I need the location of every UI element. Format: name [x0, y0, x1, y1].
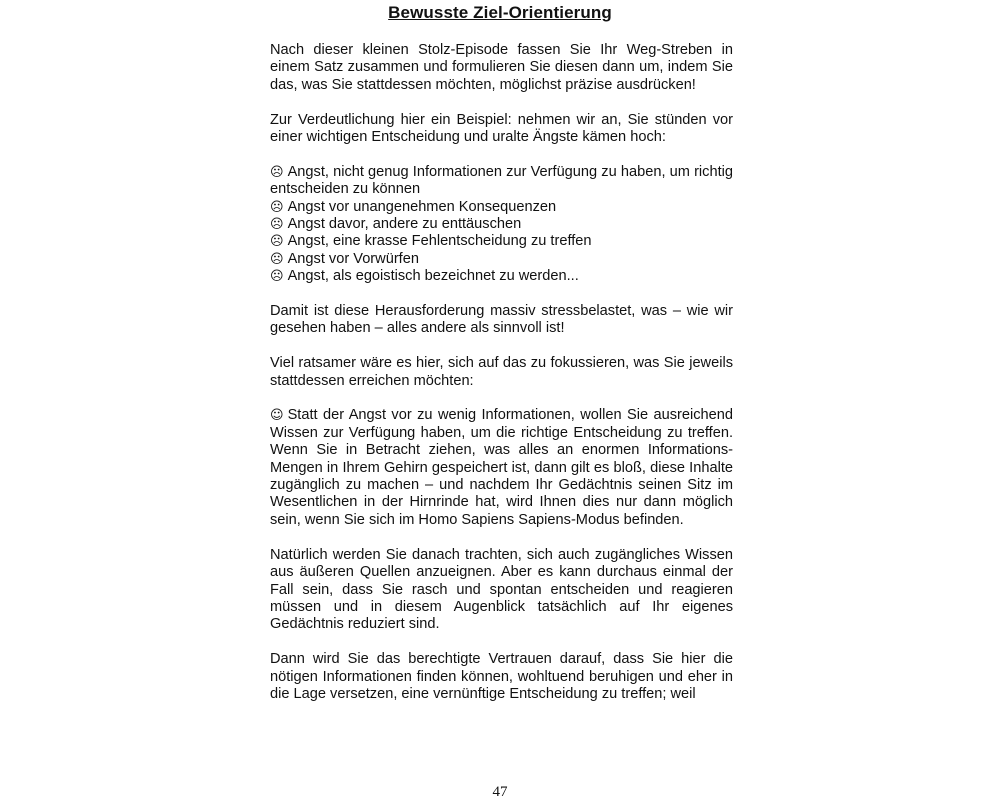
body-text: [270, 42, 733, 721]
list-item-text: Angst, als egoistisch bezeichnet zu werden...: [287, 268, 579, 285]
list-item: [270, 268, 733, 285]
paragraph-trust: Dann wird Sie das berechtigte Vertrauen darauf, dass Sie hier die nötigen Informationen finden können, wohltuend beruhigen und eher in die Lage versetzen, eine vernünftige Entscheidung zu treffen; weil: [270, 651, 733, 702]
sad-face-icon: ☹: [270, 217, 284, 233]
list-item: [270, 164, 733, 199]
list-item: [270, 199, 733, 216]
paragraph-intro: Nach dieser kleinen Stolz-Episode fassen Sie Ihr Weg-Streben in einem Satz zusammen und formulieren Sie diesen dann um, indem Sie das, was Sie stattdessen möchten, möglichst präzise ausdrücken!: [270, 42, 733, 93]
list-item-text: Angst, nicht genug Informationen zur Verfügung zu haben, um richtig entscheiden zu können: [270, 163, 733, 198]
list-item-text: Angst davor, andere zu enttäuschen: [287, 216, 522, 233]
paragraph-stress: Damit ist diese Herausforderung massiv stressbelastet, was – wie wir gesehen haben – alles andere als sinnvoll ist!: [270, 303, 733, 337]
list-item-text: Angst vor unangenehmen Konsequenzen: [287, 198, 557, 215]
sad-face-icon: ☹: [270, 164, 284, 180]
paragraph-focus: Viel ratsamer wäre es hier, sich auf das zu fokussieren, was Sie jeweils stattdessen erreichen möchten:: [270, 355, 733, 389]
paragraph-knowledge-text: Statt der Angst vor zu wenig Informationen, wollen Sie ausreichend Wissen zur Verfügung haben, um die richtige Entscheidung zu treffen. Wenn Sie in Betracht ziehen, was alles an enormen Informations-Mengen in Ihrem Gehirn gespeichert ist, dann gilt es bloß, diese Inhalte zugänglich zu machen – und nachdem Ihr Gedächtnis seinen Sitz im Wesentlichen in der Hirnrinde hat, wird Ihnen dies nur dann möglich sein, wenn Sie sich im Homo Sapiens Sapiens-Modus befinden.: [270, 407, 733, 528]
paragraph-example: Zur Verdeutlichung hier ein Beispiel: nehmen wir an, Sie stünden vor einer wichtigen Entscheidung und uralte Ängste kämen hoch:: [270, 111, 733, 146]
paragraph-sources: Natürlich werden Sie danach trachten, sich auch zugängliches Wissen aus äußeren Quellen anzueignen. Aber es kann durchaus einmal der Fall sein, dass Sie rasch und spontan entscheiden und reagieren müssen und in diesem Augenblick tatsächlich auf Ihr eigenes Gedächtnis reduziert sind.: [270, 546, 733, 633]
smiley-face-icon: ☺: [270, 408, 284, 424]
list-item: [270, 233, 733, 250]
fear-list: [270, 164, 733, 286]
page-number: 47: [492, 784, 508, 800]
paragraph-knowledge: [270, 407, 733, 529]
sad-face-icon: ☹: [270, 251, 284, 267]
page-title: Bewusste Ziel-Orientierung: [388, 3, 612, 22]
list-item: [270, 251, 733, 268]
sad-face-icon: ☹: [270, 234, 284, 250]
list-item-text: Angst vor Vorwürfen: [287, 250, 419, 267]
list-item-text: Angst, eine krasse Fehlentscheidung zu treffen: [287, 233, 592, 250]
list-item: [270, 216, 733, 233]
sad-face-icon: ☹: [270, 269, 284, 285]
sad-face-icon: ☹: [270, 199, 284, 215]
